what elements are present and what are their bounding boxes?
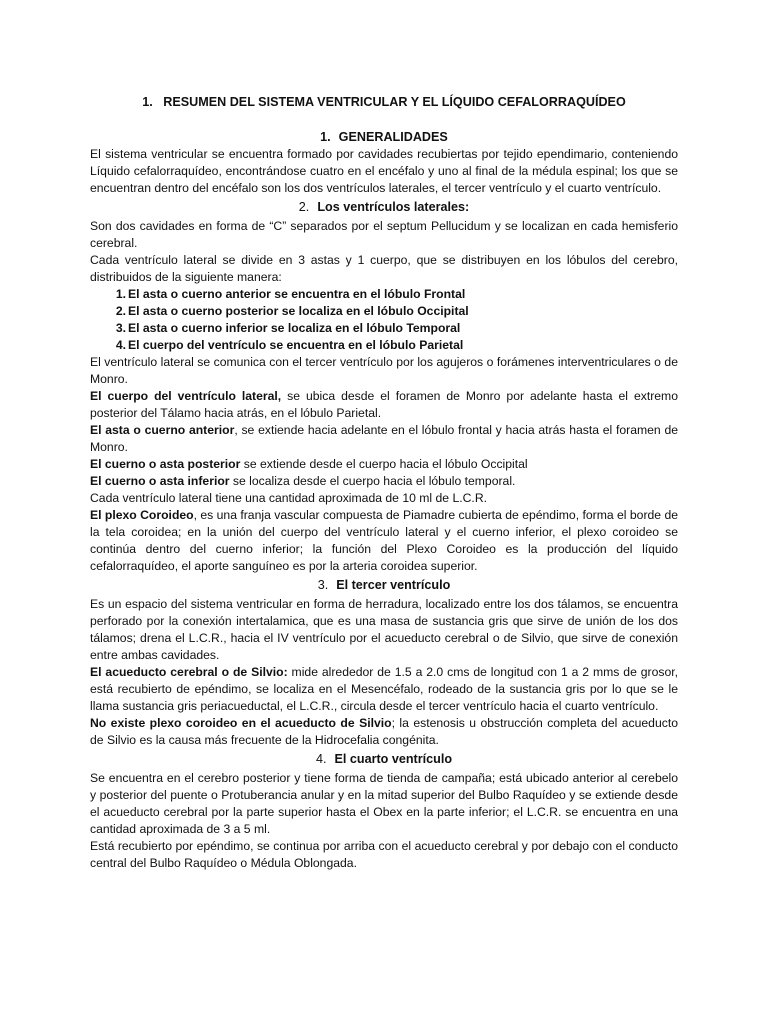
list-number: 1. [115, 287, 126, 301]
paragraph [90, 473, 678, 490]
list-item [115, 320, 678, 337]
section-title: El cuarto ventrículo [334, 752, 453, 766]
horns-list [90, 286, 678, 354]
list-text: El asta o cuerno inferior se localiza en el lóbulo Temporal [128, 321, 461, 335]
paragraph [90, 422, 678, 456]
paragraph: El sistema ventricular se encuentra formado por cavidades recubiertas por tejido ependimario, conteniendo Líquido cefalorraquídeo, encontrándose cuatro en el encéfalo y uno al final de la médula espinal; los que se encuentran dentro del encéfalo son los dos ventrículos laterales, el tercer ventrículo y el cuarto ventrículo. [90, 147, 678, 195]
section-heading-cuarto-ventriculo [90, 751, 678, 768]
paragraph: Cada ventrículo lateral tiene una cantidad aproximada de 10 ml de L.C.R. [90, 491, 488, 505]
bold-term: El cuerno o asta posterior [90, 457, 241, 471]
bold-term: No existe plexo coroideo en el acueducto de Silvio [90, 716, 392, 730]
document-title: 1. RESUMEN DEL SISTEMA VENTRICULAR Y EL LÍQUIDO CEFALORRAQUÍDEO [142, 95, 626, 109]
section-heading-generalidades [90, 129, 678, 146]
paragraph: Está recubierto por epéndimo, se continua por arriba con el acueducto cerebral y por debajo con el conducto central del Bulbo Raquídeo o Médula Oblongada. [90, 839, 678, 870]
paragraph [90, 388, 678, 422]
paragraph: Son dos cavidades en forma de “C” separados por el septum Pellucidum y se localizan en cada hemisferio cerebral. [90, 219, 678, 250]
document-body [90, 94, 678, 872]
section-heading-tercer-ventriculo [90, 577, 678, 594]
paragraph-text: se extiende desde el cuerpo hacia el lóbulo Occipital [240, 457, 528, 471]
list-number: 4. [115, 338, 126, 352]
list-number: 3. [115, 321, 126, 335]
list-item [115, 286, 678, 303]
list-item [115, 337, 678, 354]
paragraph-text: , se extiende hacia adelante en el lóbulo frontal y hacia atrás hasta el foramen de Monro. [90, 423, 679, 454]
section-number: 4. [315, 752, 327, 766]
list-item [115, 303, 678, 320]
paragraph [90, 456, 678, 473]
section-number: 1. [320, 130, 331, 144]
bold-term: El plexo Coroideo [90, 508, 194, 522]
paragraph [90, 664, 678, 715]
paragraph: Se encuentra en el cerebro posterior y tiene forma de tienda de campaña; está ubicado anterior al cerebelo y posterior del puente o Protuberancia anular y en la mitad superior del Bulbo Raquídeo y se extiende desde el acueducto cerebral por la parte superior hasta el Obex en la parte inferior; el L.C.R. se encuentra en una cantidad aproximada de 3 a 5 ml. [90, 771, 678, 836]
bold-term: El cuerno o asta inferior [90, 474, 230, 488]
list-number: 2. [115, 304, 126, 318]
paragraph: Cada ventrículo lateral se divide en 3 astas y 1 cuerpo, que se distribuyen en los lóbulos del cerebro, distribuidos de la siguiente manera: [90, 253, 678, 284]
paragraph: El ventrículo lateral se comunica con el tercer ventrículo por los agujeros o forámenes interventriculares o de Monro. [90, 355, 678, 386]
section-title: El tercer ventrículo [336, 578, 451, 592]
list-text: El asta o cuerno posterior se localiza en el lóbulo Occipital [128, 304, 469, 318]
paragraph-text: se ubica desde el foramen de Monro por adelante hasta el extremo posterior del Tálamo hacia atrás, en el lóbulo Parietal. [90, 389, 678, 420]
section-number: 3. [317, 578, 329, 592]
paragraph: Es un espacio del sistema ventricular en forma de herradura, localizado entre los dos tálamos, se encuentra perforado por la conexión intertalamica, que es una masa de sustancia gris que sirve de unión de los dos tálamos; drena el L.C.R., hacia el IV ventrículo por el acueducto cerebral o de Silvio, que sirve de conexión entre ambas cavidades. [90, 597, 678, 662]
section-heading-ventriculos-laterales [90, 199, 678, 216]
section-title: GENERALIDADES [338, 130, 448, 144]
bold-term: El acueducto cerebral o de Silvio: [90, 665, 288, 679]
paragraph [90, 507, 678, 575]
paragraph-text: mide alrededor de 1.5 a 2.0 cms de longitud con 1 a 2 mms de grosor, está recubierto de epéndimo, se localiza en el Mesencéfalo, rodeado de la sustancia gris por lo que se le llama sustancia gris periacueductal, el L.C.R., circula desde el tercer ventrículo hacia el cuarto ventrículo. [90, 665, 679, 713]
paragraph [90, 715, 678, 749]
list-text: El cuerpo del ventrículo se encuentra en el lóbulo Parietal [128, 338, 464, 352]
bold-term: El cuerpo del ventrículo lateral, [90, 389, 282, 403]
section-title: Los ventrículos laterales: [317, 200, 470, 214]
paragraph-text: , es una franja vascular compuesta de Piamadre cubierta de epéndimo, forma el borde de la tela coroidea; en la unión del cuerpo del ventrículo lateral y el cuerno inferior, el plexo coroideo se continúa dentro del cuerno inferior; la función del Plexo Coroideo es la producción del líquido cefalorraquídeo, el aporte sanguíneo es por la arteria coroidea superior. [90, 508, 679, 573]
paragraph-text: ; la estenosis u obstrucción completa del acueducto de Silvio es la causa más frecuente de la Hidrocefalia congénita. [90, 716, 679, 747]
paragraph-text: se localiza desde el cuerpo hacia el lóbulo temporal. [229, 474, 516, 488]
list-text: El asta o cuerno anterior se encuentra en el lóbulo Frontal [128, 287, 466, 301]
bold-term: El asta o cuerno anterior [90, 423, 235, 437]
section-number: 2. [298, 200, 310, 214]
